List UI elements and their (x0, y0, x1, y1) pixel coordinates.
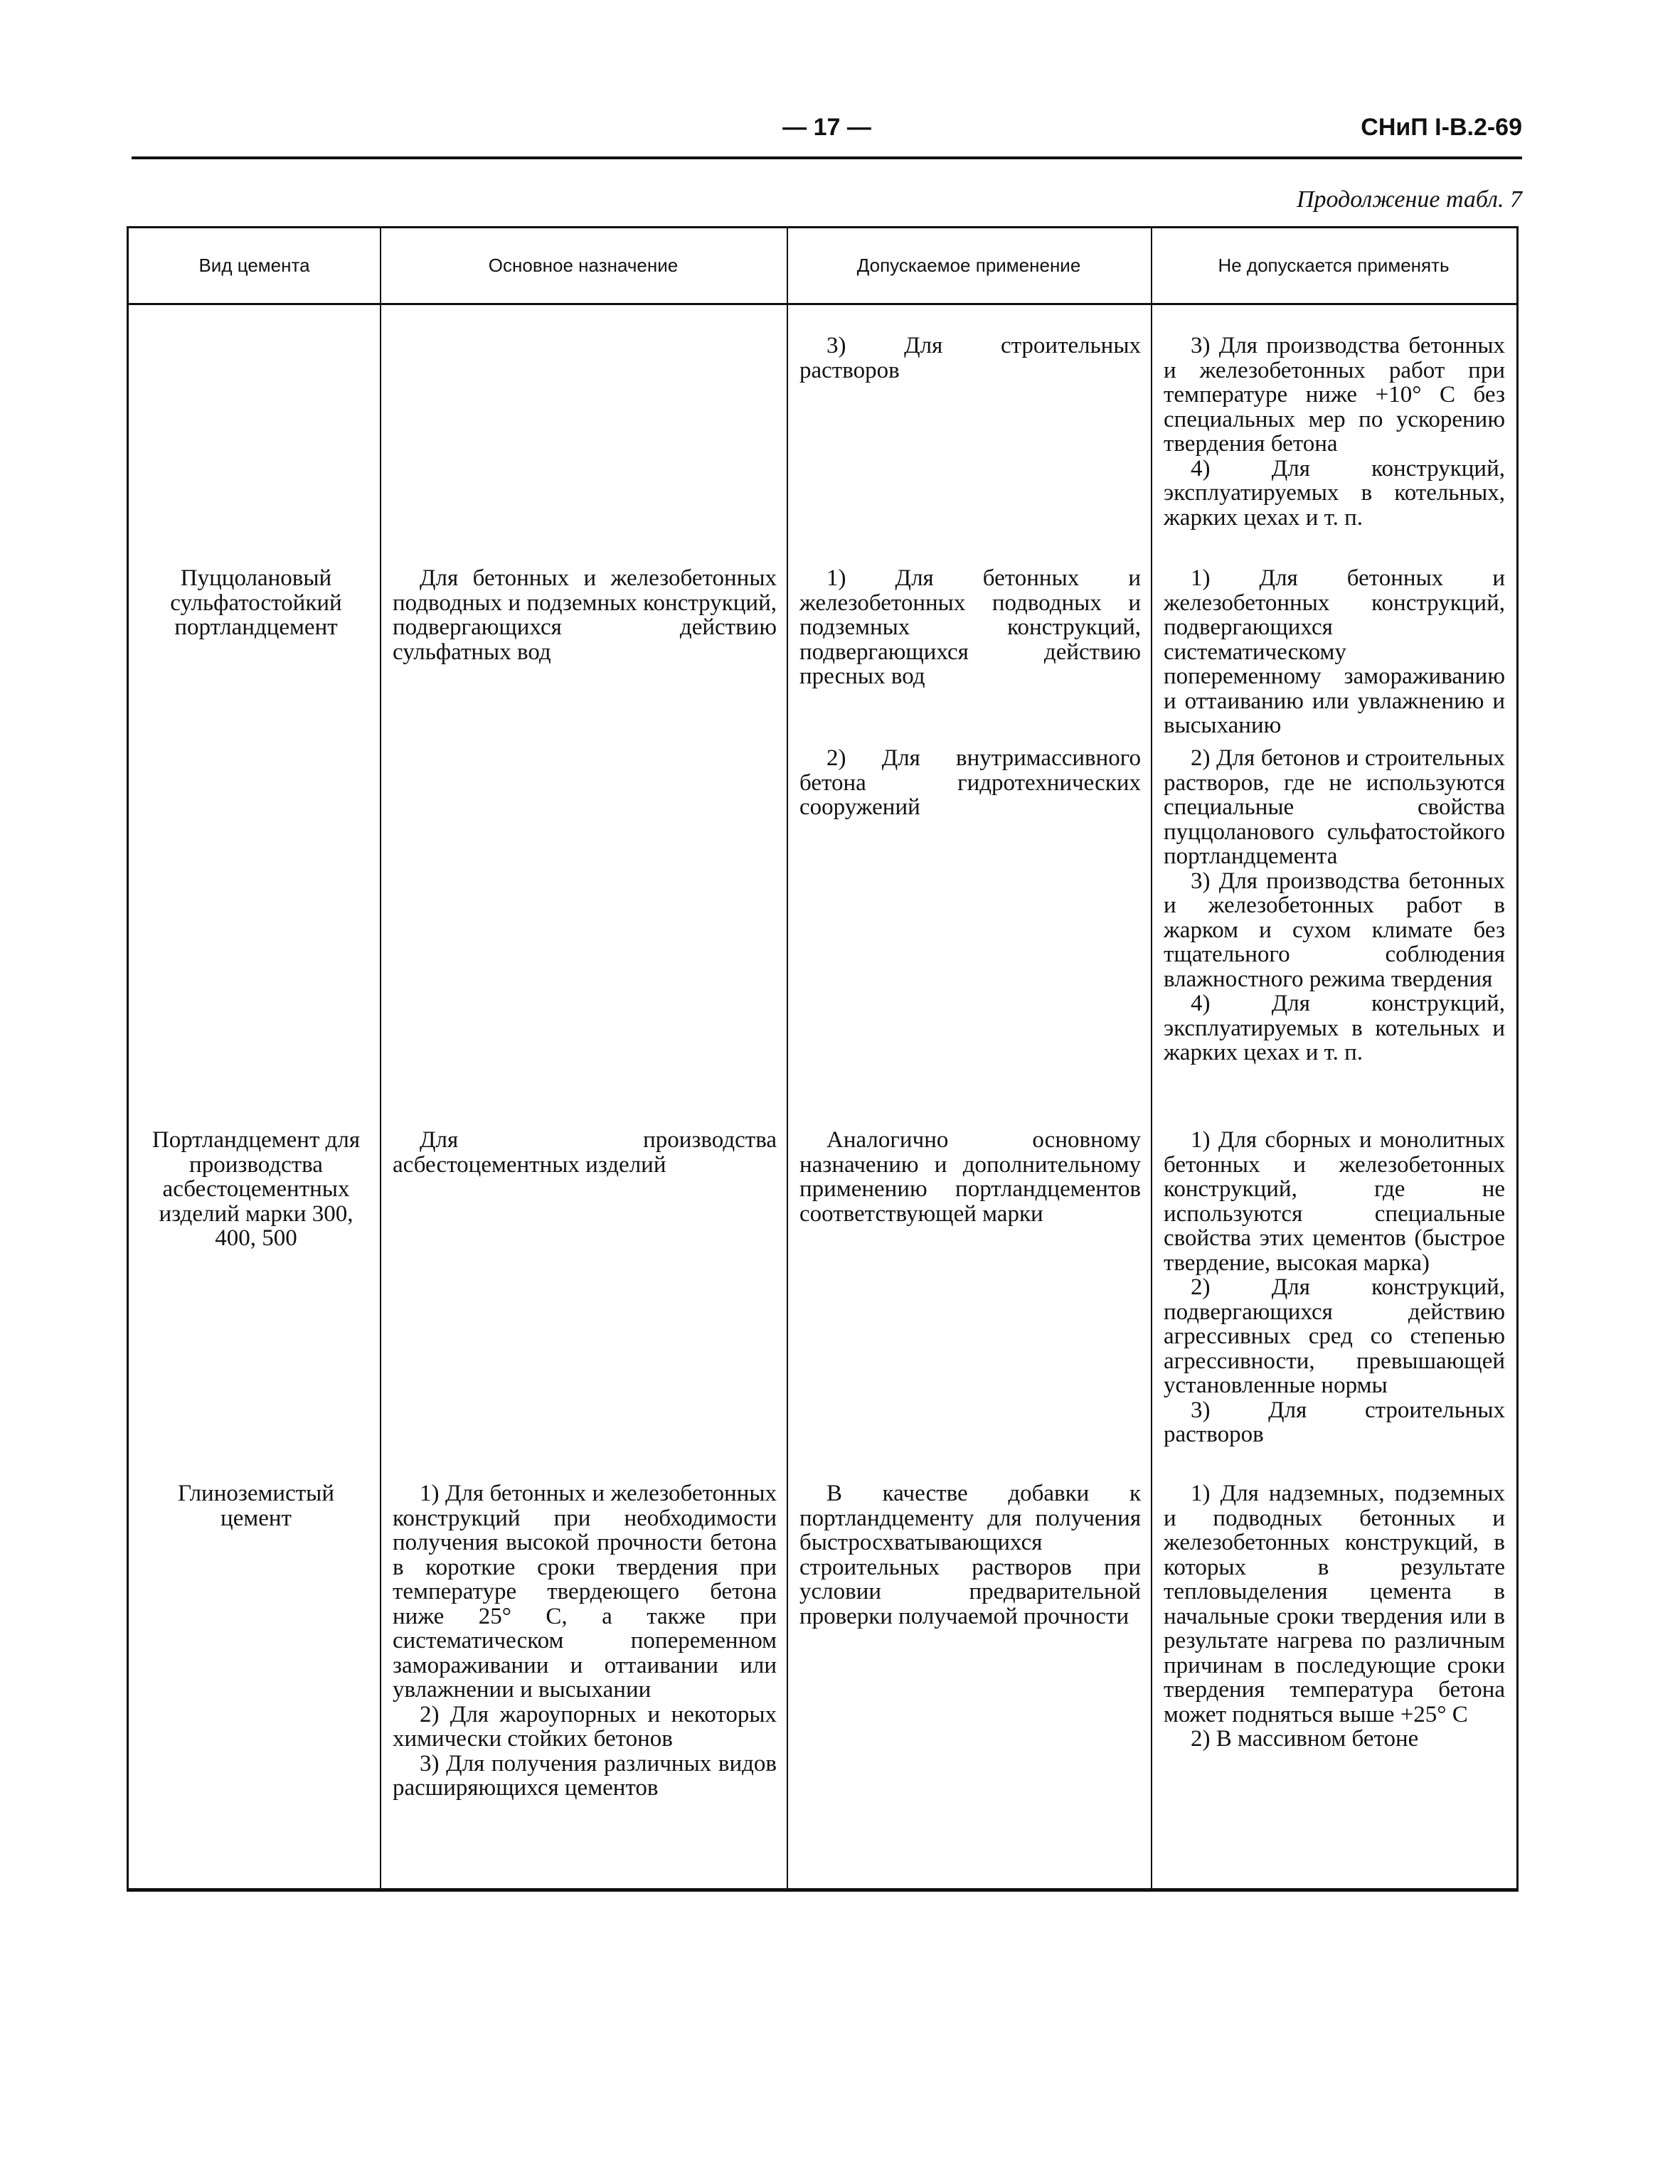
list-item: 2) В массивном бетоне (1191, 1726, 1419, 1752)
list-item: 2) Для конструкций, подвергающихся действию агрессивных сред со степенью агрессивности, превышающей установленные нормы (1164, 1274, 1505, 1398)
list-item: 1) Для бетонных и железобетонных конструкций, подвергающихся систематическому попеременному замораживанию и оттаиванию или увлажнению и высыханию (1164, 565, 1505, 738)
column-header-main-purpose: Основное назначение (488, 255, 679, 276)
list-item: 1) Для надземных, подземных и подводных бетонных и железобетонных конструкций, в которых в результате тепловыделения цемента в начальные сроки твердения или в результате нагрева по различным причинам в последующие сроки твердения температура бетона может подняться выше +25° С (1164, 1481, 1505, 1727)
page-number: — 17 — (782, 114, 871, 141)
list-item: Аналогично основному назначению и дополнительному применению портландцементов соответствующей марки (799, 1127, 1141, 1227)
forbidden-use-cell (1164, 746, 1505, 1065)
allowed-use-cell (799, 566, 1141, 689)
column-divider (1151, 228, 1152, 1888)
column-header-cement-type: Вид цемента (198, 255, 310, 276)
list-item: 2) Для жароупорных и некоторых химически стойких бетонов (393, 1701, 777, 1752)
cement-table (127, 226, 1519, 1892)
page-header (132, 114, 1522, 156)
list-item: Для бетонных и железобетонных подводных и подземных конструкций, подвергающихся действию сульфатных вод (393, 565, 777, 665)
column-header-allowed-use: Допускаемое применение (856, 255, 1081, 276)
forbidden-use-cell (1164, 566, 1505, 738)
allowed-use-cell (799, 1481, 1141, 1629)
list-item: 2) Для внутримассивного бетона гидротехнических сооружений (799, 745, 1141, 820)
cement-type-name: Глиноземистый цемент (177, 1481, 334, 1531)
cement-type-cell (143, 1128, 369, 1251)
forbidden-use-cell (1164, 1128, 1505, 1447)
list-item: 3) Для производства бетонных и железобетонных работ в жарком и сухом климате без тщательного соблюдения влажностного режима твердения (1164, 868, 1505, 992)
forbidden-use-cell (1164, 334, 1505, 530)
list-item: 4) Для конструкций, эксплуатируемых в котельных и жарких цехах и т. п. (1164, 991, 1505, 1065)
column-divider (787, 228, 788, 1888)
column-header-forbidden-use: Не допускается применять (1218, 255, 1450, 276)
main-purpose-cell (393, 1128, 777, 1177)
list-item: 3) Для строительных растворов (799, 333, 1141, 383)
table-continuation-label: Продолжение табл. 7 (1296, 186, 1522, 213)
list-item: 1) Для бетонных и железобетонных конструкций при необходимости получения высокой прочности бетона в короткие сроки твердения при температуре твердеющего бетона ниже 25° С, а также при систематическом попеременном замораживании и оттаивании или увлажнении и высыхании (393, 1481, 777, 1703)
list-item: 3) Для получения различных видов расширяющихся цементов (393, 1750, 777, 1801)
document-code: СНиП I-В.2-69 (1361, 114, 1522, 141)
allowed-use-cell (799, 334, 1141, 383)
forbidden-use-cell (1164, 1481, 1505, 1752)
header-rule (132, 156, 1522, 159)
list-item: Для производства асбестоцементных изделий (393, 1127, 777, 1178)
cement-type-name: Портландцемент для производства асбестоцементных изделий марки 300, 400, 500 (151, 1127, 361, 1251)
list-item: 1) Для бетонных и железобетонных подводных и подземных конструкций, подвергающихся действию пресных вод (799, 565, 1141, 689)
cement-type-name: Пуццолановый сульфатостойкий портландцемент (170, 565, 342, 640)
main-purpose-cell (393, 566, 777, 664)
list-item: 1) Для сборных и монолитных бетонных и железобетонных конструкций, где не используются специальные свойства этих цементов (быстрое твердение, высокая марка) (1164, 1127, 1505, 1276)
main-purpose-cell (393, 1481, 777, 1801)
cement-type-cell (143, 1481, 369, 1530)
list-item: 4) Для конструкций, эксплуатируемых в котельных, жарких цехах и т. п. (1164, 455, 1505, 531)
header-divider (129, 303, 1516, 305)
allowed-use-cell (799, 746, 1141, 820)
allowed-use-cell (799, 1128, 1141, 1226)
cement-type-cell (143, 566, 369, 640)
list-item: В качестве добавки к портландцементу для получения быстросхватывающихся строительных растворов при условии предварительной проверки получаемой прочности (799, 1481, 1141, 1629)
list-item: 3) Для производства бетонных и железобетонных работ при температуре ниже +10° С без специальных мер по ускорению твердения бетона (1164, 333, 1505, 457)
column-divider (380, 228, 381, 1888)
list-item: 2) Для бетонов и строительных растворов, где не используются специальные свойства пуццоланового сульфатостойкого портландцемента (1164, 745, 1505, 869)
list-item: 3) Для строительных растворов (1164, 1397, 1505, 1447)
